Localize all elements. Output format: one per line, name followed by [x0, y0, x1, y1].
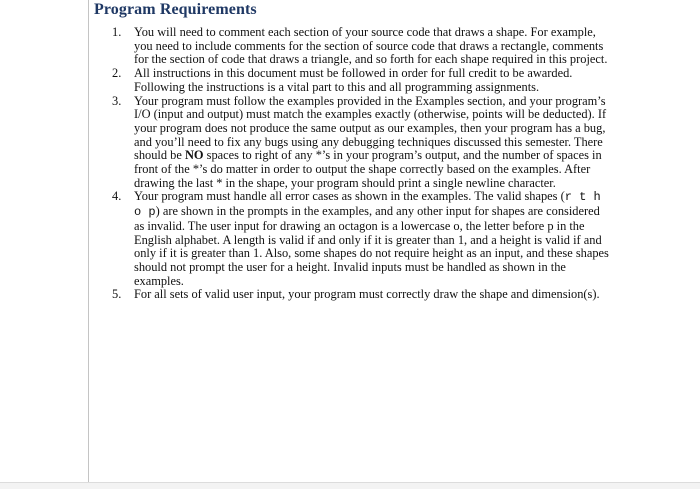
requirement-number: 4. [112, 189, 122, 204]
requirement-number: 2. [112, 66, 122, 81]
requirement-item [112, 190, 612, 288]
requirement-text: spaces to right of any *’s in your program’s output, and the number of spaces in front of the *’s do matter in order to output the shape correctly based on the examples. After drawing the last * in the shape, your program should print a single newline character. [134, 148, 602, 190]
section-heading: Program Requirements [94, 1, 257, 18]
requirement-text: Your program must follow the examples provided in the Examples section, and your program’s I/O (input and output) must match the examples exactly (otherwise, points will be deducted). If your program does not produce the same output as our examples, then your program has a bug, and you’ll need to fix any bugs using any debugging techniques discussed this semester. There should be [134, 93, 607, 163]
requirement-item [112, 95, 612, 191]
requirement-number: 3. [112, 93, 122, 108]
requirement-text: You will need to comment each section of your source code that draws a shape. For example, you need to include comments for the section of source code that draws a rectangle, comments for the section of code that draws a triangle, and so forth for each shape required in this project. [134, 25, 608, 67]
requirement-number: 5. [112, 287, 122, 302]
requirement-item [112, 288, 612, 302]
valid-shape-codes: r t h o p [134, 190, 601, 220]
requirement-item [112, 26, 612, 67]
requirement-text: Your program must handle all error cases as shown in the examples. The valid shapes ( [134, 189, 565, 204]
requirement-emphasis: NO [184, 148, 204, 163]
page-bottom-edge [0, 482, 700, 489]
requirement-text: ) are shown in the prompts in the examples, and any other input for shapes are considered as invalid. The user input for drawing an octagon is a lowercase o, the letter before p in the English alphabet. A length is valid if and only if it is greater than 1, and a height is valid if and only if it is greater than 1. Also, some shapes do not require height as an input, and these shapes should not prompt the user for a height. Invalid inputs must be handled as shown in the examples. [134, 204, 609, 288]
requirement-text: For all sets of valid user input, your program must correctly draw the shape and dimension(s). [134, 287, 600, 302]
requirement-text: All instructions in this document must be followed in order for full credit to be awarded. Following the instructions is a vital part to this and all programming assignments. [134, 66, 573, 94]
page-left-margin-line [88, 0, 89, 489]
requirements-list [112, 26, 612, 302]
requirement-number: 1. [112, 25, 122, 39]
requirement-item [112, 67, 612, 94]
